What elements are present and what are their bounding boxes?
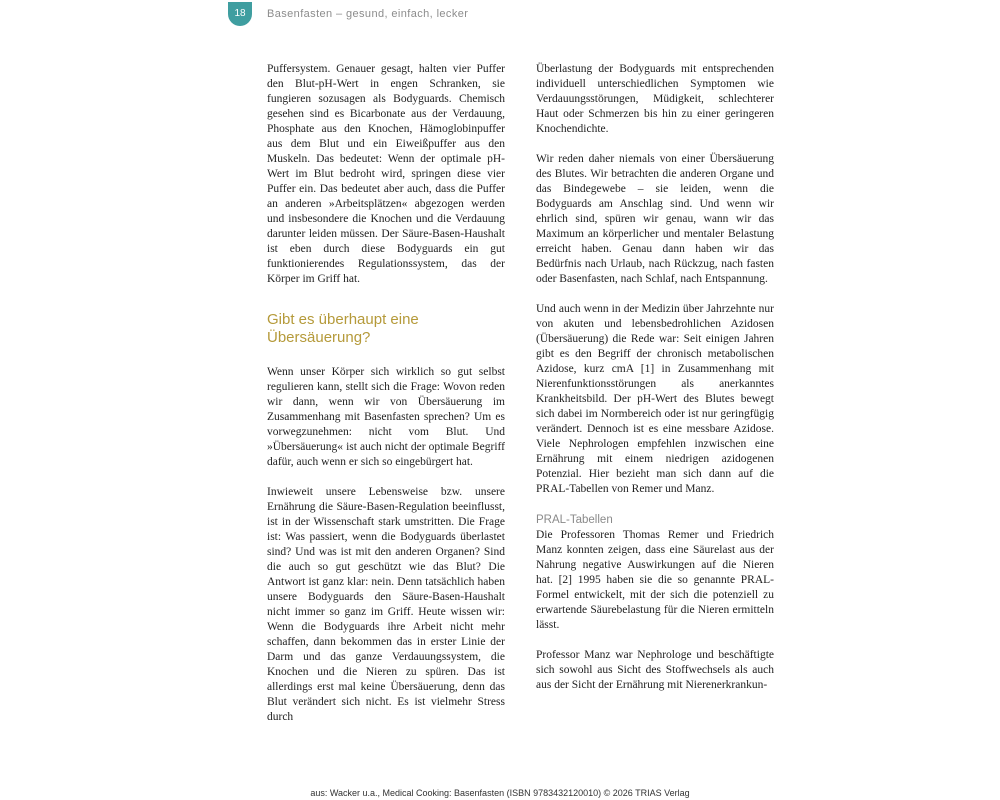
body-paragraph: Inwieweit unsere Lebensweise bzw. unsere Ernährung die Säure-Basen-Regulation beeinflusst, ist in der Wissenschaft stark umstritten. Die Frage ist: Was passiert, wenn die Bodyguards überlastet sind? Und was ist mit den anderen Organen? Sind die auch so gut geschützt wie das Blut? Die Antwort ist ganz klar: nein. Denn tatsächlich haben unsere Bodyguards den Säure-Basen-Haushalt nicht immer so ganz im Griff. Heute wissen wir: Wenn die Bodyguards ihre Arbeit nicht mehr schaffen, dann bekommen das in erster Linie der Darm und das ganze Verdauungssystem, die Knochen und die Nieren zu spüren. Das ist allerdings erst mal keine Übersäuerung, denn das Blut verändert sich nicht. Es ist vielmehr Stress durch [267, 486, 505, 723]
footer-citation: aus: Wacker u.a., Medical Cooking: Basenfasten (ISBN 9783432120010) © 2026 TRIAS Verlag [310, 788, 690, 798]
body-paragraph: Professor Manz war Nephrologe und beschäftigte sich sowohl aus Sicht des Stoffwechsels als auch aus der Sicht der Ernährung mit Nierenerkrankun- [536, 649, 774, 691]
left-text-column [267, 62, 505, 740]
running-head-title: Basenfasten – gesund, einfach, lecker [267, 8, 469, 20]
body-paragraph: Überlastung der Bodyguards mit entsprechenden individuell unterschiedlichen Symptomen wie Verdauungsstörungen, Müdigkeit, schlechterer Haut oder Schmerzen bis hin zu einer geringeren Knochendichte. [536, 63, 774, 135]
sub-heading: PRAL-Tabellen [536, 514, 613, 526]
body-paragraph: Wir reden daher niemals von einer Übersäuerung des Blutes. Wir betrachten die anderen Organe und das Bindegewebe – sie leiden, wenn die Bodyguards am Anschlag sind. Und wenn wir ehrlich sind, spüren wir genau, wann wir das Maximum an körperlicher und mentaler Belastung erreicht haben. Genau dann haben wir das Bedürfnis nach Urlaub, nach Rückzug, nach fasten oder Basenfasten, nach Schlaf, nach Entspannung. [536, 153, 774, 285]
page-number-badge: 18 [228, 2, 252, 26]
section-heading: Gibt es überhaupt eine Übersäuerung? [267, 311, 419, 346]
body-paragraph: Puffersystem. Genauer gesagt, halten vier Puffer den Blut-pH-Wert in engen Schranken, sie fungieren sozusagen als Bodyguards. Chemisch gesehen sind es Bicarbonate aus der Verdauung, Phosphate aus den Knochen, Hämoglobinpuffer aus dem Blut und ein Eiweißpuffer aus den Muskeln. Das bedeutet: Wenn der optimale pH-Wert im Blut bedroht wird, springen diese vier Puffer ein. Das bedeutet aber auch, dass die Puffer an anderen »Arbeitsplätzen« abgezogen werden und insbesondere die Knochen und die Verdauung darunter leiden müssen. Der Säure-Basen-Haushalt ist eben durch diese Bodyguards ein gut funktionierendes Regulationssystem, das der Körper im Griff hat. [267, 63, 505, 285]
body-paragraph: Die Professoren Thomas Remer und Friedrich Manz konnten zeigen, dass eine Säurelast aus der Nahrung negative Auswirkungen auf die Nieren hat. [2] 1995 haben sie die so genannte PRAL-Formel entwickelt, mit der sich die potenziell zu erwartende Säurebelastung für die Nieren ermitteln lässt. [536, 529, 774, 631]
body-paragraph: Wenn unser Körper sich wirklich so gut selbst regulieren kann, stellt sich die Frage: Wovon reden wir dann, wenn wir von Übersäuerung im Zusammenhang mit Basenfasten sprechen? Um es vorwegzunehmen: nicht vom Blut. Und »Übersäuerung« ist auch nicht der optimale Begriff dafür, auch wenn er sich so eingebürgert hat. [267, 366, 505, 468]
right-text-column [536, 62, 774, 708]
body-paragraph: Und auch wenn in der Medizin über Jahrzehnte nur von akuten und lebensbedrohlichen Azidosen (Übersäuerung) die Rede war: Seit einigen Jahren gibt es den Begriff der chronisch metabolischen Azidose, kurz cmA [1] in Zusammenhang mit Nierenfunktionsstörungen als anerkanntes Krankheitsbild. Der pH-Wert des Blutes bewegt sich dabei im Normbereich oder ist nur geringfügig verändert. Dennoch ist es eine messbare Azidose. Viele Nephrologen empfehlen inzwischen eine Ernährung mit einem niedrigen azidogenen Potenzial. Hier bezieht man sich dann auf die PRAL-Tabellen von Remer und Manz. [536, 303, 774, 495]
